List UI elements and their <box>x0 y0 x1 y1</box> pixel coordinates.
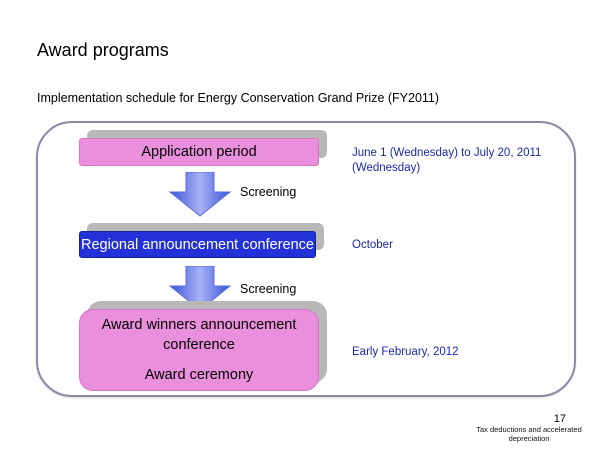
slide-subtitle: Implementation schedule for Energy Conservation Grand Prize (FY2011) <box>37 91 440 105</box>
stage-date-regional-announcement: October <box>352 239 393 251</box>
slide-title: Award programs <box>37 40 169 60</box>
down-arrow-icon <box>168 172 232 218</box>
footnote: Tax deductions and accelerated depreciation <box>476 425 582 443</box>
stage-label: Regional announcement conference <box>81 236 314 253</box>
stage-date-award-winners: Early February, 2012 <box>352 346 459 358</box>
stage-label-line1: Award winners announcement <box>101 317 297 333</box>
stage-regional-announcement <box>79 231 316 258</box>
page-number: 17 <box>553 413 566 425</box>
transition-label-screening-2: Screening <box>240 282 297 296</box>
stage-label-line2: conference <box>163 337 235 353</box>
stage-award-winners <box>79 309 319 391</box>
transition-label-screening-1: Screening <box>240 185 297 199</box>
stage-label: Application period <box>141 144 257 160</box>
stage-date-application-period: June 1 (Wednesday) to July 20, 2011 (Wednesday) <box>352 147 542 174</box>
stage-application-period <box>79 138 319 166</box>
stage-label-line3: Award ceremony <box>144 367 254 383</box>
